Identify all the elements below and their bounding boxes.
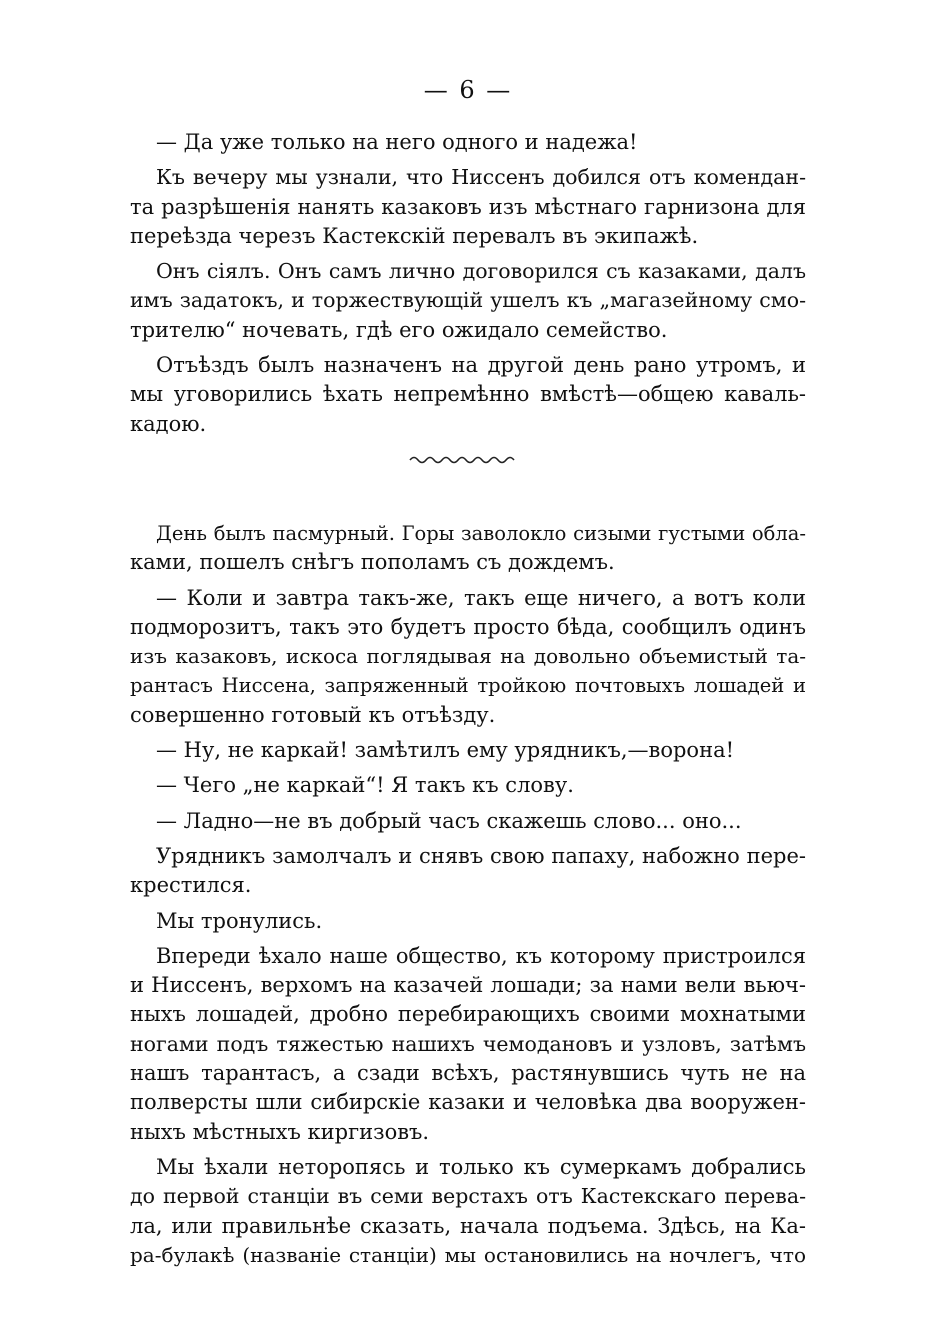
text-line: нашъ тарантасъ, а сзади всѣхъ, растянувшись чуть не на	[130, 1061, 806, 1086]
text-line: — Ну, не каркай! замѣтилъ ему урядникъ,—ворона!	[156, 738, 735, 763]
text-line: — Коли и завтра такъ-же, такъ еще ничего, а вотъ коли	[156, 585, 806, 610]
text-line: Мы тронулись.	[156, 908, 323, 933]
text-line: крестился.	[130, 873, 252, 898]
text-line: Впереди ѣхало наше общество, къ которому пристроился	[156, 943, 806, 968]
text-line: совершенно готовый къ отъѣзду.	[130, 702, 496, 727]
text-line: ла, или правильнѣе сказать, начала подъема. Здѣсь, на Ка-	[130, 1213, 806, 1238]
text-line: трителю“ ночевать, гдѣ его ожидало семейство.	[130, 317, 668, 342]
text-line: изъ казаковъ, искоса поглядывая на довольно объемистый та-	[130, 644, 806, 669]
text-line: — Да уже только на него одного и надежа!	[156, 130, 638, 154]
text-line: Мы ѣхали неторопясь и только къ сумеркамъ добрались	[156, 1154, 806, 1179]
page-number: — 6 —	[423, 76, 513, 104]
text-line: ныхъ лошадей, дробно перебирающихъ своими мохнатыми	[130, 1002, 806, 1027]
text-line: ками, пошелъ снѣгъ пополамъ съ дождемъ.	[130, 550, 615, 575]
text-line: мы уговорились ѣхать непремѣнно вмѣстѣ—общею каваль-	[130, 382, 806, 407]
text-line: до первой станціи въ семи верстахъ отъ Кастекскаго перева-	[130, 1184, 806, 1209]
text-section-1	[130, 128, 806, 439]
text-line: Отъѣздъ былъ назначенъ на другой день рано утромъ, и	[156, 353, 806, 378]
text-line: — Ладно—не въ добрый часъ скажешь слово... оно...	[156, 808, 742, 833]
text-line: кадою.	[130, 411, 207, 436]
text-line: та разрѣшенія нанять казаковъ изъ мѣстнаго гарнизона для	[130, 194, 806, 219]
text-line: рантасъ Ниссена, запряженный тройкою почтовыхъ лошадей и	[130, 674, 806, 698]
text-line: подморозитъ, такъ это будетъ просто бѣда, сообщилъ одинъ	[130, 614, 806, 639]
text-line: Къ вечеру мы узнали, что Ниссенъ добился отъ комендан-	[156, 165, 806, 190]
text-line: ныхъ мѣстныхъ киргизовъ.	[130, 1119, 430, 1144]
text-line: День былъ пасмурный. Горы заволокло сизыми густыми обла-	[156, 522, 806, 545]
text-line: полверсты шли сибирскіе казаки и человѣка два вооружен-	[130, 1090, 806, 1115]
text-line: имъ задатокъ, и торжествующій ушелъ къ „магазейному смо-	[130, 288, 806, 313]
text-line: — Чего „не каркай“! Я такъ къ слову.	[156, 773, 574, 798]
text-line: переѣзда черезъ Кастекскій перевалъ въ экипажѣ.	[130, 223, 699, 248]
text-line: Урядникъ замолчалъ и снявъ свою папаху, набожно пере-	[156, 843, 806, 868]
wavy-divider-ornament	[408, 452, 520, 468]
text-line: Онъ сіялъ. Онъ самъ лично договорился съ казаками, далъ	[156, 259, 806, 284]
text-section-2	[130, 519, 806, 1270]
text-line: и Ниссенъ, верхомъ на казачей лошади; за нами вели вьюч-	[130, 973, 806, 998]
text-line: ногами подъ тяжестью нашихъ чемодановъ и узловъ, затѣмъ	[130, 1031, 806, 1056]
text-line: ра-булакѣ (названіе станціи) мы остановились на ночлегъ, что	[130, 1242, 806, 1267]
